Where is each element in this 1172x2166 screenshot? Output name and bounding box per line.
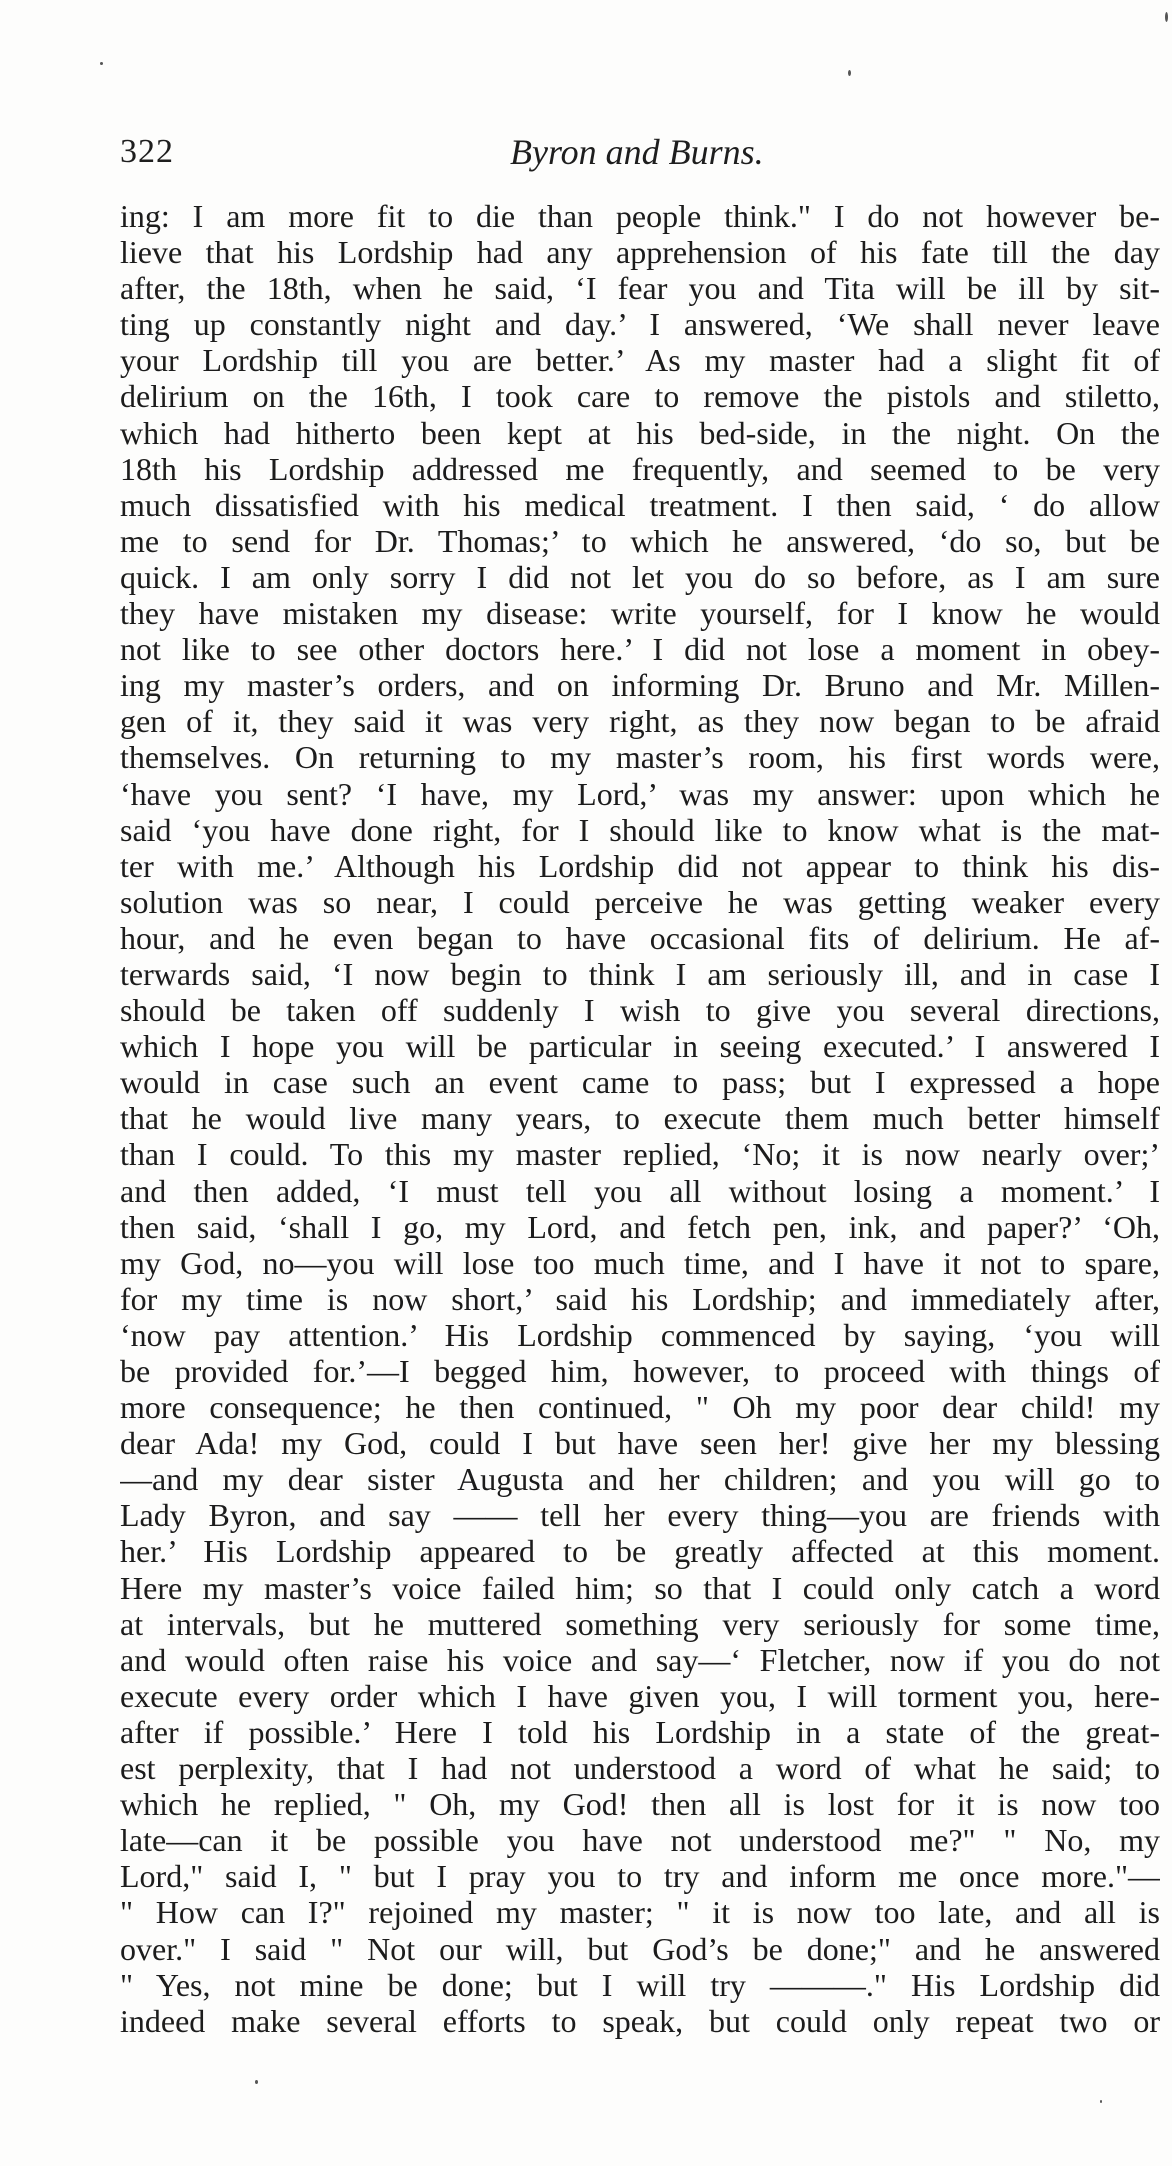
text-line: than I could. To this my master replied, ‘No; it is now nearly over;’ [120, 1136, 1160, 1173]
print-speck [100, 62, 103, 65]
text-line: which I hope you will be particular in seeing executed.’ I answered I [120, 1028, 1160, 1065]
text-line: late—can it be possible you have not understood me?" " No, my [120, 1822, 1160, 1859]
text-line: at intervals, but he muttered something very seriously for some time, [120, 1605, 1160, 1642]
text-line: ing my master’s orders, and on informing Dr. Bruno and Mr. Millen- [120, 667, 1160, 704]
text-line: hour, and he even began to have occasional fits of delirium. He af- [120, 919, 1160, 956]
text-line: —and my dear sister Augusta and her children; and you will go to [120, 1461, 1160, 1498]
text-line: 18th his Lordship addressed me frequently, and seemed to be very [120, 450, 1160, 487]
text-line: much dissatisfied with his medical treatment. I then said, ‘ do allow [120, 486, 1160, 523]
text-line: after if possible.’ Here I told his Lordship in a state of the great- [120, 1713, 1160, 1750]
text-line: est perplexity, that I had not understood a word of what he said; to [120, 1750, 1160, 1787]
text-line: ting up constantly night and day.’ I answered, ‘We shall never leave [120, 306, 1160, 343]
text-line: ‘have you sent? ‘I have, my Lord,’ was my answer: upon which he [120, 775, 1160, 812]
running-title: Byron and Burns. [510, 132, 764, 172]
page-header [120, 128, 1160, 176]
text-line: which had hitherto been kept at his bed-side, in the night. On the [120, 414, 1160, 451]
text-line: Lord," said I, " but I pray you to try and inform me once more."— [120, 1858, 1160, 1895]
text-line: should be taken off suddenly I wish to give you several directions, [120, 992, 1160, 1029]
text-line: be provided for.’—I begged him, however, to proceed with things of [120, 1353, 1160, 1389]
print-speck [255, 2080, 258, 2084]
text-line: " Yes, not mine be done; but I will try ———." His Lordship did [120, 1966, 1160, 2003]
text-line: Here my master’s voice failed him; so that I could only catch a word [120, 1569, 1160, 1606]
text-line: my God, no—you will lose too much time, and I have it not to spare, [120, 1244, 1160, 1281]
text-line: they have mistaken my disease: write yourself, for I know he would [120, 595, 1160, 632]
text-line: ‘now pay attention.’ His Lordship commenced by saying, ‘you will [120, 1316, 1160, 1353]
print-speck [1100, 2100, 1102, 2103]
text-line: indeed make several efforts to speak, but could only repeat two or [120, 2002, 1160, 2039]
text-line: her.’ His Lordship appeared to be greatly affected at this moment. [120, 1533, 1160, 1570]
text-line: which he replied, " Oh, my God! then all is lost for it is now too [120, 1786, 1160, 1823]
text-line: execute every order which I have given you, I will torment you, here- [120, 1677, 1160, 1714]
text-line: over." I said " Not our will, but God’s be done;" and he answered [120, 1930, 1160, 1967]
text-line: not like to see other doctors here.’ I did not lose a moment in obey- [120, 631, 1160, 668]
text-line: that he would live many years, to execute them much better himself [120, 1100, 1160, 1137]
text-line: quick. I am only sorry I did not let you do so before, as I am sure [120, 558, 1160, 595]
text-line: delirium on the 16th, I took care to remove the pistols and stiletto, [120, 378, 1160, 415]
text-line: ter with me.’ Although his Lordship did not appear to think his dis- [120, 847, 1160, 884]
text-line: themselves. On returning to my master’s room, his first words were, [120, 739, 1160, 776]
body-text [120, 198, 1160, 2039]
text-line: and would often raise his voice and say—‘ Fletcher, now if you do not [120, 1641, 1160, 1678]
text-line: said ‘you have done right, for I should like to know what is the mat- [120, 811, 1160, 848]
text-line: ing: I am more fit to die than people think." I do not however be- [120, 198, 1160, 234]
text-line: more consequence; he then continued, " Oh my poor dear child! my [120, 1389, 1160, 1426]
print-speck [848, 70, 851, 76]
text-line: lieve that his Lordship had any apprehension of his fate till the day [120, 234, 1160, 271]
text-line: and then added, ‘I must tell you all without losing a moment.’ I [120, 1172, 1160, 1209]
text-line: Lady Byron, and say —— tell her every thing—you are friends with [120, 1497, 1160, 1534]
text-line: your Lordship till you are better.’ As my master had a slight fit of [120, 342, 1160, 379]
text-line: me to send for Dr. Thomas;’ to which he answered, ‘do so, but be [120, 522, 1160, 559]
text-line: for my time is now short,’ said his Lordship; and immediately after, [120, 1280, 1160, 1317]
text-line: dear Ada! my God, could I but have seen her! give her my blessing [120, 1425, 1160, 1462]
text-line: after, the 18th, when he said, ‘I fear you and Tita will be ill by sit- [120, 270, 1160, 307]
text-line: " How can I?" rejoined my master; " it is now too late, and all is [120, 1894, 1160, 1931]
text-line: gen of it, they said it was very right, as they now began to be afraid [120, 703, 1160, 740]
print-speck [1165, 12, 1168, 22]
text-line: then said, ‘shall I go, my Lord, and fetch pen, ink, and paper?’ ‘Oh, [120, 1208, 1160, 1245]
text-line: would in case such an event came to pass; but I expressed a hope [120, 1064, 1160, 1101]
text-line: solution was so near, I could perceive he was getting weaker every [120, 883, 1160, 920]
text-line: terwards said, ‘I now begin to think I am seriously ill, and in case I [120, 955, 1160, 992]
page-number: 322 [120, 133, 174, 170]
